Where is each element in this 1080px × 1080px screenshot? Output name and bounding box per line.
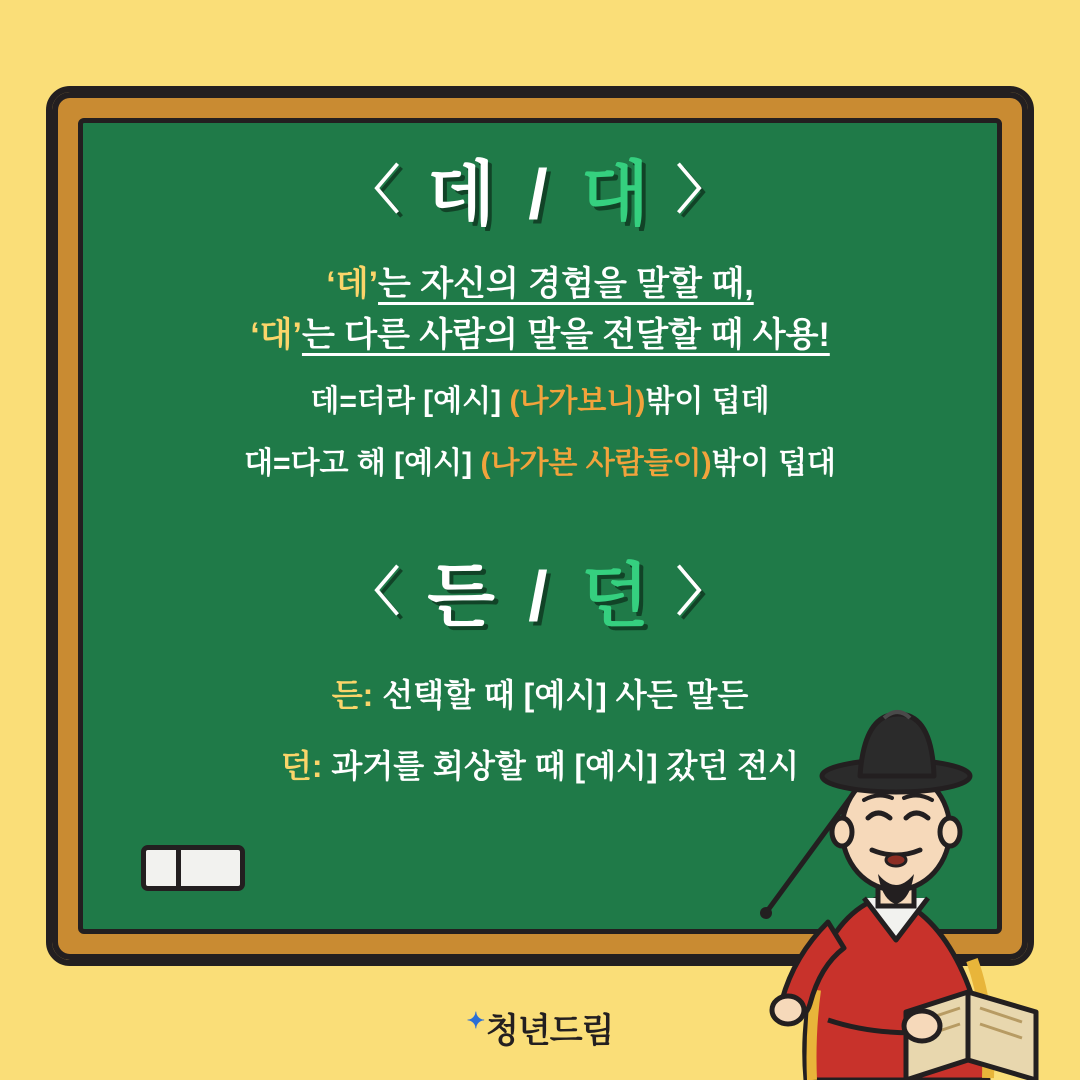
section1-bracket-left: 〈 [347,162,404,220]
section2-title-part1: 든 [427,556,499,635]
logo-text: 청년드림 [486,1012,614,1050]
section2-heading [83,556,997,635]
section2-bracket-right: 〉 [676,563,733,622]
section1-example-2 [83,443,997,485]
section1-lead-line2-keyword: ‘대’ [250,315,302,354]
section1-example-1-highlight: (나가보니) [509,384,646,418]
section1-title-part2: 대 [581,155,653,233]
section2-rule-2-text: 과거를 회상할 때 [예시] 갔던 전시 [331,747,800,784]
section1-lead-line1-keyword: ‘데’ [326,264,379,303]
spacer [83,634,997,648]
section2-bracket-left: 〈 [347,563,404,622]
eraser-icon [141,845,245,891]
section1-example-1-suffix: 밖이 덥데 [645,384,770,418]
section1-example-2-highlight: (나가본 사람들이) [480,446,712,480]
section1-lead-line1-text: 는 자신의 경험을 말할 때, [378,264,754,303]
section1-example-1 [83,381,997,423]
section1-example-2-prefix: 대=다고 해 [예시] [244,446,481,480]
section1-title-part1: 데 [427,155,499,233]
section1-example-2-suffix: 밖이 덥대 [711,446,836,480]
section1-lead-line2-text: 는 다른 사람의 말을 전달할 때 사용! [301,315,830,354]
section1-slash: / [528,155,552,233]
section2-title-part2: 던 [581,556,653,635]
section2-slash: / [528,556,552,635]
section2-rule-2-key: 던: [280,747,332,784]
section1-lead-line1 [83,259,997,310]
section1-example-1-prefix: 데=더라 [예시] [310,384,510,418]
footer-logo [0,1003,1080,1052]
section1-lead-line2 [83,310,997,361]
section1-lead [83,259,997,361]
logo-sparkle-icon: ✦ [466,1008,485,1033]
section1-heading [83,157,997,233]
section2-rule-1-key: 든: [331,677,383,714]
gat-hat-icon [822,712,970,792]
section2-rule-1-text: 선택할 때 [예시] 사든 말든 [382,677,749,714]
section1-bracket-right: 〉 [676,162,733,220]
pointer-stick-icon [760,790,856,919]
